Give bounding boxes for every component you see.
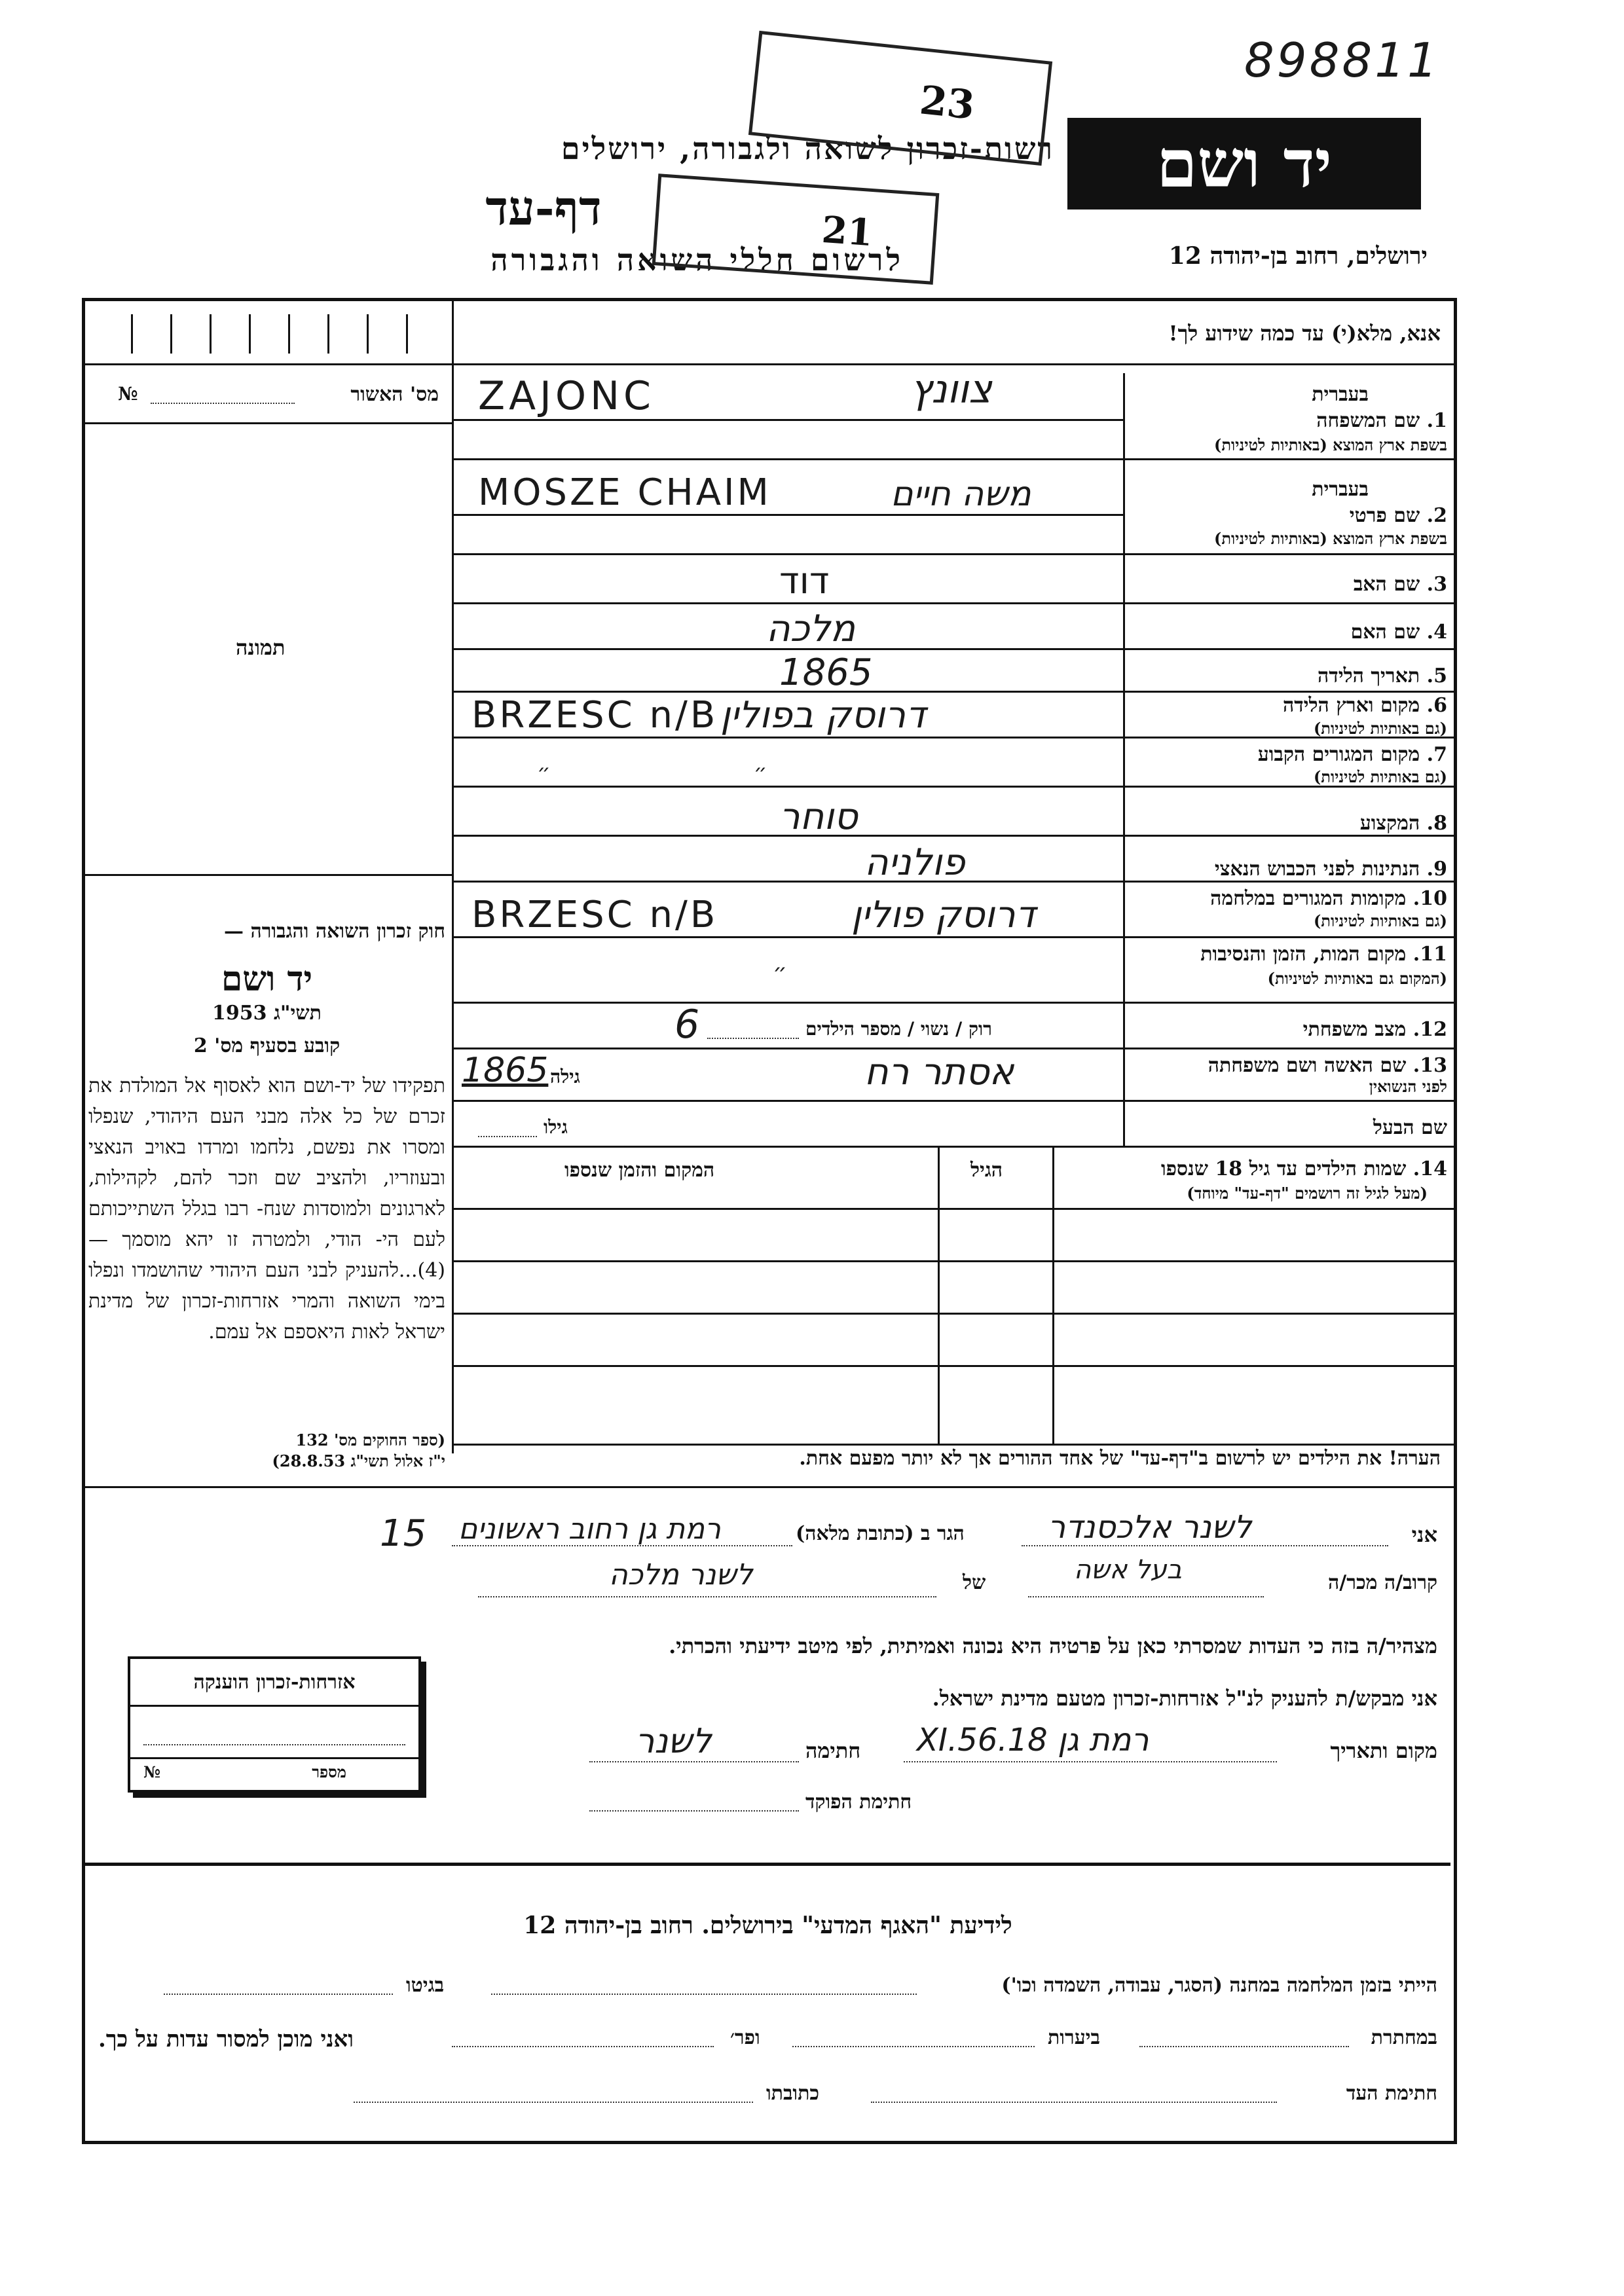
field-13-num: 13. <box>1412 1054 1447 1077</box>
field-3-value: דוד <box>779 560 830 602</box>
field-2-num: 2. <box>1426 504 1447 527</box>
declaration-place-date: רמת גן 18.XI.56 <box>917 1722 1149 1758</box>
declaration-name: לשנר אלכסנדר <box>1048 1509 1252 1546</box>
field-1-num: 1. <box>1426 409 1447 432</box>
citizenship-box-mark: № <box>143 1762 161 1781</box>
field-5-label <box>1318 665 1447 687</box>
sidebar-reference-2: י"ז אלול תשי"ג 28.8.53) <box>272 1451 445 1470</box>
field-11-name: מקום המות, הזמן והנסיבות <box>1200 943 1407 966</box>
field-5-num: 5. <box>1426 665 1447 687</box>
field-2-label <box>1350 504 1447 527</box>
instruction-line <box>453 363 1454 365</box>
field-8-name: המקצוע <box>1359 812 1420 835</box>
photo-area-bottom <box>85 874 453 876</box>
field-9-label <box>1215 858 1447 881</box>
field-7-label <box>1258 743 1447 766</box>
field-10-num: 10. <box>1412 887 1447 910</box>
field-6-value-hebrew: דרוסק בפולין <box>720 694 926 737</box>
sidebar-year: תשי"ג 1953 <box>212 1002 322 1025</box>
field-13-label <box>1208 1054 1447 1077</box>
sidebar-text: תפקידו של יד-ושם הוא לאסוף אל המולדת את זכרם של כל אלה מבני העם היהודי, שנפלו ומסרו את נפשם, נלחמו ומרדו באויב הנאצי ובעוזריו, ולהציב שם וזכר להם, לקהילות, לארגונים ולמוסדות שנח- רבו בגלל השתייכותם לעם הי- הודי, ולמטרה זו יהא מוסמך — (4)...להעניק לבני העם היהודי שהושמדו ונפלו בימי השואה והמרי אזרחות-זכרון של מדינת ישראל לאות היאספם אל עמם. <box>88 1074 445 1343</box>
field-11-sub: (המקום גם באותיות לטיניות) <box>1267 969 1447 988</box>
children-sub: (מעל לגיל זה רושמים "דף-עד" מיוחד) <box>1187 1184 1428 1203</box>
declaration-of: של <box>963 1571 986 1594</box>
field-11-num: 11. <box>1412 943 1447 966</box>
declaration <box>85 1486 1450 1853</box>
declaration-resides-label: הגר ב (כתובת מלאה) <box>796 1522 965 1545</box>
field-12-name: מצב משפחתי <box>1302 1018 1407 1041</box>
declaration-place-date-label: מקום ותאריך <box>1330 1738 1437 1763</box>
children-label: שמות הילדים עד גיל 18 שנספו <box>1160 1157 1407 1180</box>
approval-line <box>85 422 453 424</box>
declaration-statement: מצהיר/ה בזה כי העדות שמסרתי כאן על פרטיה היא נכונה ואמיתית, לפי מיטב ידיעתי והכרתי. <box>669 1633 1437 1658</box>
field-2-hebrew-tag: בעברית <box>1312 478 1369 501</box>
field-3-name: שם האב <box>1353 573 1420 596</box>
declaration-relation: בעל אשה <box>1074 1555 1182 1585</box>
sidebar <box>88 907 445 1496</box>
sidebar-title: חוק זכרון השואה והגבורה — <box>224 920 445 943</box>
declaration-address: רמת גן רחוב ראשונים <box>458 1512 721 1546</box>
field-5-value: 1865 <box>779 651 873 694</box>
document-number: 898811 <box>1244 33 1440 88</box>
field-1-sub: בשפת ארץ המוצא (באותיות לטיניות) <box>1214 435 1447 454</box>
field-12-options: רוק / נשוי / מספר הילדים <box>805 1018 992 1040</box>
field-7-num: 7. <box>1426 743 1447 766</box>
field-2-sub: בשפת ארץ המוצא (באותיות לטיניות) <box>1214 529 1447 548</box>
field-8-num: 8. <box>1426 812 1447 835</box>
field-11-label <box>1200 943 1447 966</box>
address: ירושלים, רחוב בן-יהודה 12 <box>1168 242 1428 270</box>
field-7-value: ״ ״ <box>537 759 767 784</box>
declaration-signature-label: חתימה <box>805 1738 861 1763</box>
footer-line3-b: כתובתו <box>766 2082 820 2105</box>
footer-title: לידיעת "האגף המדעי" בירושלים. רחוב בן-יהודה 12 <box>523 1912 1012 1939</box>
citizenship-box-title: אזרחות-זכרון הוענקה <box>193 1671 356 1694</box>
declaration-signature: לשנר <box>635 1722 712 1761</box>
field-4-label <box>1351 621 1447 644</box>
sidebar-section: קובע בסעיף מס' 2 <box>193 1034 341 1057</box>
husband-label: שם הבעל <box>1373 1116 1447 1139</box>
field-10-value-hebrew: דרוסק פולין <box>851 894 1036 936</box>
field-7-name: מקום המגורים הקבוע <box>1257 743 1420 766</box>
field-7-sub: (גם באותיות לטיניות) <box>1313 767 1447 786</box>
children-col-age: הגיל <box>970 1159 1003 1182</box>
field-1-value-latin: ZAJONC <box>478 373 655 419</box>
husband-age-label: גילו <box>544 1116 568 1138</box>
children-num: 14. <box>1412 1157 1447 1180</box>
field-5-name: תאריך הלידה <box>1318 665 1420 687</box>
field-1-value-hebrew: צוונץ <box>910 367 992 412</box>
field-13-sub: לפני הנשואין <box>1369 1077 1447 1096</box>
approval-mark: № <box>118 383 138 405</box>
sidebar-reference-1: (ספר החוקים מס' 132 <box>295 1430 445 1449</box>
instruction: אנא, מלא(י) עד כמה שידוע לך! <box>1168 321 1441 346</box>
declaration-officer-label: חתימת הפוקד <box>805 1791 912 1813</box>
children-col-place: המקום והזמן שנספו <box>564 1159 715 1182</box>
photo-label: תמונה <box>236 635 286 660</box>
declaration-relative-label: קרוב/ה מכר/ה <box>1328 1571 1437 1594</box>
field-8-label <box>1360 812 1447 835</box>
field-4-value: מלכה <box>766 608 856 650</box>
tick-boxes-bottom <box>85 363 453 365</box>
field-1-name: שם המשפחה <box>1316 409 1420 432</box>
field-12-label <box>1303 1018 1447 1041</box>
children-table <box>453 1146 1454 1444</box>
field-1-label <box>1316 409 1447 432</box>
citizenship-box-number-label: מספר <box>312 1762 346 1781</box>
approval-number <box>111 383 439 409</box>
declaration-ani: אני <box>1411 1522 1437 1547</box>
approval-label: מס' האשור <box>350 383 439 406</box>
field-12-children-count: 6 <box>674 1002 700 1048</box>
footer-line2-b: ביערות <box>1048 2026 1101 2049</box>
field-6-num: 6. <box>1426 694 1447 717</box>
field-4-name: שם האם <box>1350 621 1420 644</box>
authority-line: רשות-זכרון לשואה ולגבורה, ירושלים <box>561 131 1054 166</box>
field-4-num: 4. <box>1426 621 1447 644</box>
footer-line1-b: בגיטו <box>406 1974 445 1997</box>
logo <box>1067 118 1421 210</box>
declaration-of-name: לשנר מלכה <box>609 1558 753 1592</box>
field-2-value-latin: MOSZE CHAIM <box>478 471 771 514</box>
stamp-2-number: 21 <box>820 208 875 255</box>
field-10-value-latin: BRZESC n/B <box>471 894 718 936</box>
children-title <box>1161 1157 1447 1180</box>
footer-line2-a: במחתרת <box>1371 2026 1437 2049</box>
husband-age-dots <box>478 1136 537 1137</box>
field-6-name: מקום וארץ הלידה <box>1282 694 1420 717</box>
footer-line2-c: ופר׳ <box>730 2026 760 2049</box>
citizenship-box <box>128 1656 421 1793</box>
field-10-label <box>1210 887 1447 910</box>
declaration-margin-number: 15 <box>380 1512 427 1555</box>
received-stamp-2 <box>652 173 940 285</box>
declaration-request: אני מבקש/ת להעניק לנ"ל אזרחות-זכרון מטעם מדינת ישראל. <box>932 1686 1437 1711</box>
field-2-value-hebrew: משה חיים <box>891 475 1031 514</box>
field-10-name: מקומות המגורים במלחמה <box>1210 887 1407 910</box>
field-9-value: פולניה <box>864 841 965 884</box>
field-6-sub: (גם באותיות לטיניות) <box>1313 719 1447 738</box>
field-6-value-latin: BRZESC n/B <box>471 694 718 737</box>
field-10-sub: (גם באותיות לטיניות) <box>1313 911 1447 930</box>
field-9-num: 9. <box>1426 858 1447 881</box>
field-13-value: אסתר רח <box>864 1051 1014 1093</box>
field-3-label <box>1354 573 1447 596</box>
form-title: דף-עד <box>485 180 602 236</box>
footer <box>85 1866 1450 2134</box>
field-3-num: 3. <box>1426 573 1447 596</box>
header <box>0 0 1624 301</box>
footer-line3-a: חתימת העד <box>1346 2082 1437 2105</box>
note-text: הערה! את הילדים יש לרשום ב"דף-עד" של אחד ההורים אך לא יותר מפעם אחת. <box>799 1447 1441 1470</box>
field-12-num: 12. <box>1412 1018 1447 1041</box>
footer-line2-d: ואני מוכן למסור עדות על כך. <box>98 2026 354 2052</box>
footer-line1-a: הייתי בזמן המלחמה במחנה (הסגר, עבודה, השמדה וכו') <box>1001 1974 1437 1997</box>
field-6-label <box>1283 694 1447 717</box>
logo-text: יד ושם <box>1156 125 1332 202</box>
field-2-name: שם פרטי <box>1349 504 1420 527</box>
field-11-value: ״ <box>773 959 787 985</box>
tick-boxes <box>105 314 432 354</box>
sidebar-name: יד ושם <box>221 959 313 999</box>
field-8-value: סוחר <box>779 795 858 838</box>
stamp-1-number: 23 <box>917 77 977 129</box>
label-column-divider <box>1123 373 1125 1146</box>
field-9-name: הנתינות לפני הכבוש הנאצי <box>1214 858 1420 881</box>
field-1-hebrew-tag: בעברית <box>1312 383 1369 406</box>
field-13-name: שם האשה ושם משפחתה <box>1208 1054 1407 1077</box>
field-13-age-label: גילה <box>550 1066 580 1087</box>
form-subtitle: לרשום חללי השואה והגבורה <box>490 242 904 278</box>
field-12-dots <box>707 1038 799 1039</box>
field-13-age-value: 1865 <box>462 1051 549 1090</box>
